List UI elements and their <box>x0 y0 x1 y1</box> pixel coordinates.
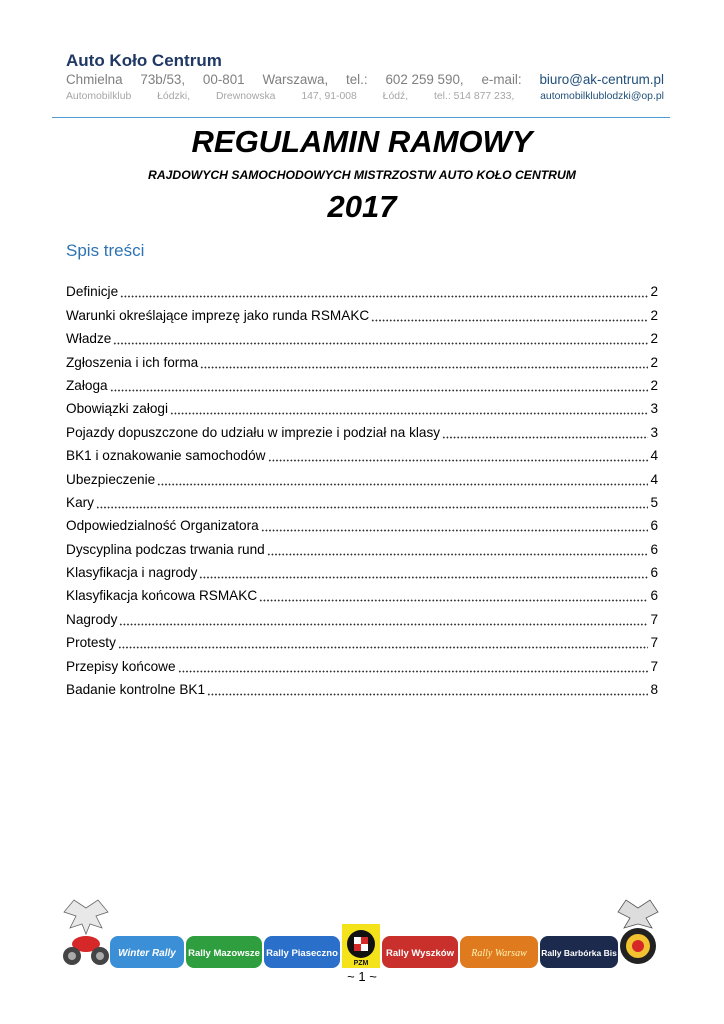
toc-entry[interactable] <box>66 675 658 698</box>
toc-entry-page: 5 <box>650 494 658 510</box>
toc-entry-title: Przepisy końcowe <box>66 658 176 674</box>
toc-entry[interactable] <box>66 324 658 347</box>
rally-logo-piaseczno <box>264 936 340 968</box>
toc-entry[interactable] <box>66 417 658 440</box>
header-divider <box>52 117 670 118</box>
toc-entry[interactable] <box>66 628 658 651</box>
toc-leader <box>118 637 649 649</box>
toc-entry-title: Warunki określające imprezę jako runda RSMAKC <box>66 307 370 323</box>
document-year: 2017 <box>327 189 397 224</box>
toc-leader <box>120 286 648 298</box>
toc-entry[interactable] <box>66 558 658 581</box>
toc-entry[interactable] <box>66 394 658 417</box>
address-word: 73b/53, <box>140 72 186 87</box>
toc-leader <box>96 497 648 509</box>
toc-entry-page: 3 <box>650 424 658 440</box>
toc-entry-title: Klasyfikacja i nagrody <box>66 565 198 581</box>
toc-entry[interactable] <box>66 651 658 674</box>
toc-leader <box>261 520 649 532</box>
toc-leader <box>267 544 649 556</box>
toc-entry-title: Protesty <box>66 635 116 651</box>
toc-entry[interactable] <box>66 347 658 370</box>
pzm-logo <box>342 924 380 968</box>
toc-entry-page: 7 <box>650 658 658 674</box>
toc-entry-page: 6 <box>650 565 658 581</box>
org-name: Auto Koło Centrum <box>66 51 222 70</box>
left-eagle-emblem <box>63 900 109 965</box>
toc-entry[interactable] <box>66 581 658 604</box>
rally-logo-warsaw <box>460 936 538 968</box>
toc-leader <box>170 403 648 415</box>
toc-entry-title: Władze <box>66 331 112 347</box>
club-word: Drewnowska <box>215 91 276 102</box>
toc-leader <box>157 474 648 486</box>
rally-logo-wyszkow <box>382 936 458 968</box>
club-word: 147, 91-008 <box>301 91 357 102</box>
address-word: e-mail: <box>481 72 522 87</box>
toc-entry-title: Klasyfikacja końcowa RSMAKC <box>66 588 258 604</box>
toc-entry-title: Kary <box>66 494 94 510</box>
toc-entry-page: 4 <box>650 471 658 487</box>
rally-logo-mazowsze-label: Rally Mazowsze <box>188 948 260 959</box>
toc-leader <box>268 450 649 462</box>
toc-entry-page: 3 <box>650 401 658 417</box>
toc-entry[interactable] <box>66 464 658 487</box>
club-word: tel.: 514 877 233, <box>433 91 515 102</box>
toc-leader <box>259 590 648 602</box>
toc-entry-page: 7 <box>650 635 658 651</box>
toc-entry[interactable] <box>66 534 658 557</box>
club-word: Automobilklub <box>66 91 132 102</box>
table-of-contents <box>66 277 658 698</box>
toc-leader <box>178 661 649 673</box>
rally-logo-wyszkow-label: Rally Wyszków <box>386 948 454 959</box>
toc-entry-title: Dyscyplina podczas trwania rund <box>66 541 265 557</box>
toc-entry[interactable] <box>66 300 658 323</box>
email-link[interactable]: biuro@ak-centrum.pl <box>539 72 664 87</box>
address-word: tel.: <box>346 72 368 87</box>
toc-entry-title: Pojazdy dopuszczone do udziału w imprezie i podział na klasy <box>66 424 441 440</box>
toc-entry[interactable] <box>66 604 658 627</box>
club-word: Łódź, <box>382 91 409 102</box>
toc-entry[interactable] <box>66 511 658 534</box>
toc-entry-page: 6 <box>650 518 658 534</box>
toc-entry-title: Definicje <box>66 284 119 300</box>
toc-entry[interactable] <box>66 441 658 464</box>
toc-entry-page: 6 <box>650 588 658 604</box>
toc-entry-page: 6 <box>650 541 658 557</box>
rally-logo-barborka-label: Rally Barbórka Bis <box>541 948 617 958</box>
rally-logo-winter <box>110 936 184 968</box>
toc-entry-page: 8 <box>650 682 658 698</box>
address-word: 602 259 590, <box>385 72 464 87</box>
pzm-logo-label: PZM <box>353 960 369 967</box>
address-word: 00-801 <box>202 72 245 87</box>
toc-entry-title: Nagrody <box>66 611 118 627</box>
toc-entry-title: Odpowiedzialność Organizatora <box>66 518 259 534</box>
address-word: Warszawa, <box>262 72 329 87</box>
toc-entry-page: 2 <box>650 307 658 323</box>
toc-entry-page: 2 <box>650 331 658 347</box>
rally-logo-winter-label: Winter Rally <box>118 948 176 959</box>
right-club-emblem <box>618 900 658 964</box>
page-number: ~ 1 ~ <box>347 969 377 984</box>
document-subtitle: RAJDOWYCH SAMOCHODOWYCH MISTRZOSTW AUTO KOŁO CENTRUM <box>148 168 576 182</box>
toc-entry-page: 4 <box>650 448 658 464</box>
rally-logo-piaseczno-label: Rally Piaseczno <box>266 948 338 959</box>
toc-entry[interactable] <box>66 277 658 300</box>
toc-entry-page: 2 <box>650 354 658 370</box>
toc-entry-title: Ubezpieczenie <box>66 471 156 487</box>
toc-leader <box>113 333 648 345</box>
club-line <box>66 91 664 102</box>
toc-leader <box>207 684 648 696</box>
toc-leader <box>371 310 648 322</box>
toc-entry[interactable] <box>66 371 658 394</box>
toc-entry-title: BK1 i oznakowanie samochodów <box>66 448 266 464</box>
toc-entry-title: Zgłoszenia i ich forma <box>66 354 199 370</box>
sponsor-banner <box>0 898 724 978</box>
toc-entry-title: Załoga <box>66 377 108 393</box>
toc-entry[interactable] <box>66 488 658 511</box>
toc-entry-page: 2 <box>650 377 658 393</box>
rally-logo-warsaw-label: Rally Warsaw <box>471 948 527 959</box>
toc-entry-page: 2 <box>650 284 658 300</box>
toc-leader <box>119 614 648 626</box>
toc-leader <box>199 567 648 579</box>
toc-leader <box>442 427 648 439</box>
toc-heading: Spis treści <box>66 241 145 260</box>
toc-leader <box>110 380 649 392</box>
toc-entry-title: Obowiązki załogi <box>66 401 168 417</box>
toc-entry-page: 7 <box>650 611 658 627</box>
document-title: REGULAMIN RAMOWY <box>191 124 533 159</box>
rally-logo-mazowsze <box>186 936 262 968</box>
club-word: Łódzki, <box>157 91 191 102</box>
address-word: Chmielna <box>66 72 123 87</box>
toc-leader <box>200 357 648 369</box>
address-line <box>66 72 664 87</box>
rally-logo-barborka <box>540 936 618 968</box>
club-email-link[interactable]: automobilklublodzki@op.pl <box>540 91 664 102</box>
toc-entry-title: Badanie kontrolne BK1 <box>66 682 206 698</box>
